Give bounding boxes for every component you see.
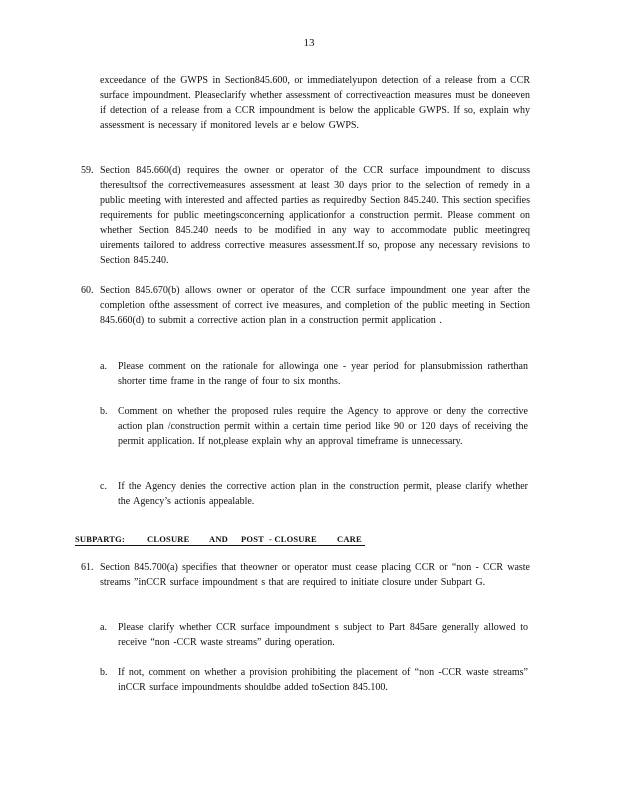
item-60b-text: Comment on whether the proposed rules require the Agency to approve or deny the corrective action plan /construction permit within a certain time period like 90 or 120 days of receiving the permit application. If not,please explain why an approval timeframe is unnecessary.	[118, 406, 528, 447]
item-61b-letter: b.	[100, 667, 108, 678]
heading-word-closure: CLOSURE	[147, 534, 190, 544]
item-61b-text: If not, comment on whether a provision prohibiting the placement of “non -CCR waste streams” inCCR surface impoundments shouldbe added toSection 845.100.	[118, 667, 528, 693]
heading-word-closure2: - CLOSURE	[269, 534, 317, 544]
heading-prefix: SUBPARTG:	[75, 534, 125, 544]
item-60-number: 60.	[81, 285, 94, 296]
item-60c-letter: c.	[100, 481, 107, 492]
item-59-text: Section 845.660(d) requires the owner or operator of the CCR surface impoundment to discuss theresultsof the correctivemeasures assessment at least 30 days prior to the selection of remedy in a public meeting with interested and affected parties as requiredby Section 845.240. This section specifies requirements for public meetingsconcerning applicationfor a construction permit. Please comment on whether Section 845.240 needs to be modified in any way to accommodate public meetingreq uirements tailored to address corrective measures assessment.If so, propose any necessary revisions to Section 845.240.	[100, 165, 531, 266]
item-60b-letter: b.	[100, 406, 108, 417]
subpart-heading	[75, 534, 365, 546]
item-60c-text: If the Agency denies the corrective action plan in the construction permit, please clarify whether the Agency’s actionis appealable.	[118, 481, 528, 507]
item-61-text: Section 845.700(a) specifies that theowner or operator must cease placing CCR or “non - CCR waste streams ”inCCR surface impoundment s that are required to initiate closure under Subpart G.	[100, 562, 530, 588]
item-61a-letter: a.	[100, 622, 107, 633]
item-59-number: 59.	[81, 165, 94, 176]
heading-word-care: CARE	[337, 534, 362, 544]
item-60a-letter: a.	[100, 361, 107, 372]
item-61a-text: Please clarify whether CCR surface impoundment s subject to Part 845are generally allowed to receive “non -CCR waste streams” during operation.	[118, 622, 528, 648]
page-number: 13	[303, 37, 315, 49]
heading-word-and: AND	[209, 534, 229, 544]
item-60-text: Section 845.670(b) allows owner or operator of the CCR surface impoundment one year after the completion ofthe assessment of correct ive measures, and completion of the public meeting in Section 845.660(d) to submit a corrective action plan in a construction permit application .	[100, 285, 530, 326]
item-61-number: 61.	[81, 562, 94, 573]
heading-word-post: POST	[241, 534, 265, 544]
item-60a-text: Please comment on the rationale for allowinga one - year period for plansubmission ratherthan shorter time frame in the range of four to six months.	[118, 361, 528, 387]
intro-paragraph: exceedance of the GWPS in Section845.600, or immediatelyupon detection of a release from a CCR surface impoundment. Pleaseclarify whether assessment of correctiveaction measures must be doneeven if detection of a release from a CCR impoundment is below the applicable GWPS. If so, explain why assessment is necessary if monitored levels ar e below GWPS.	[100, 75, 530, 131]
